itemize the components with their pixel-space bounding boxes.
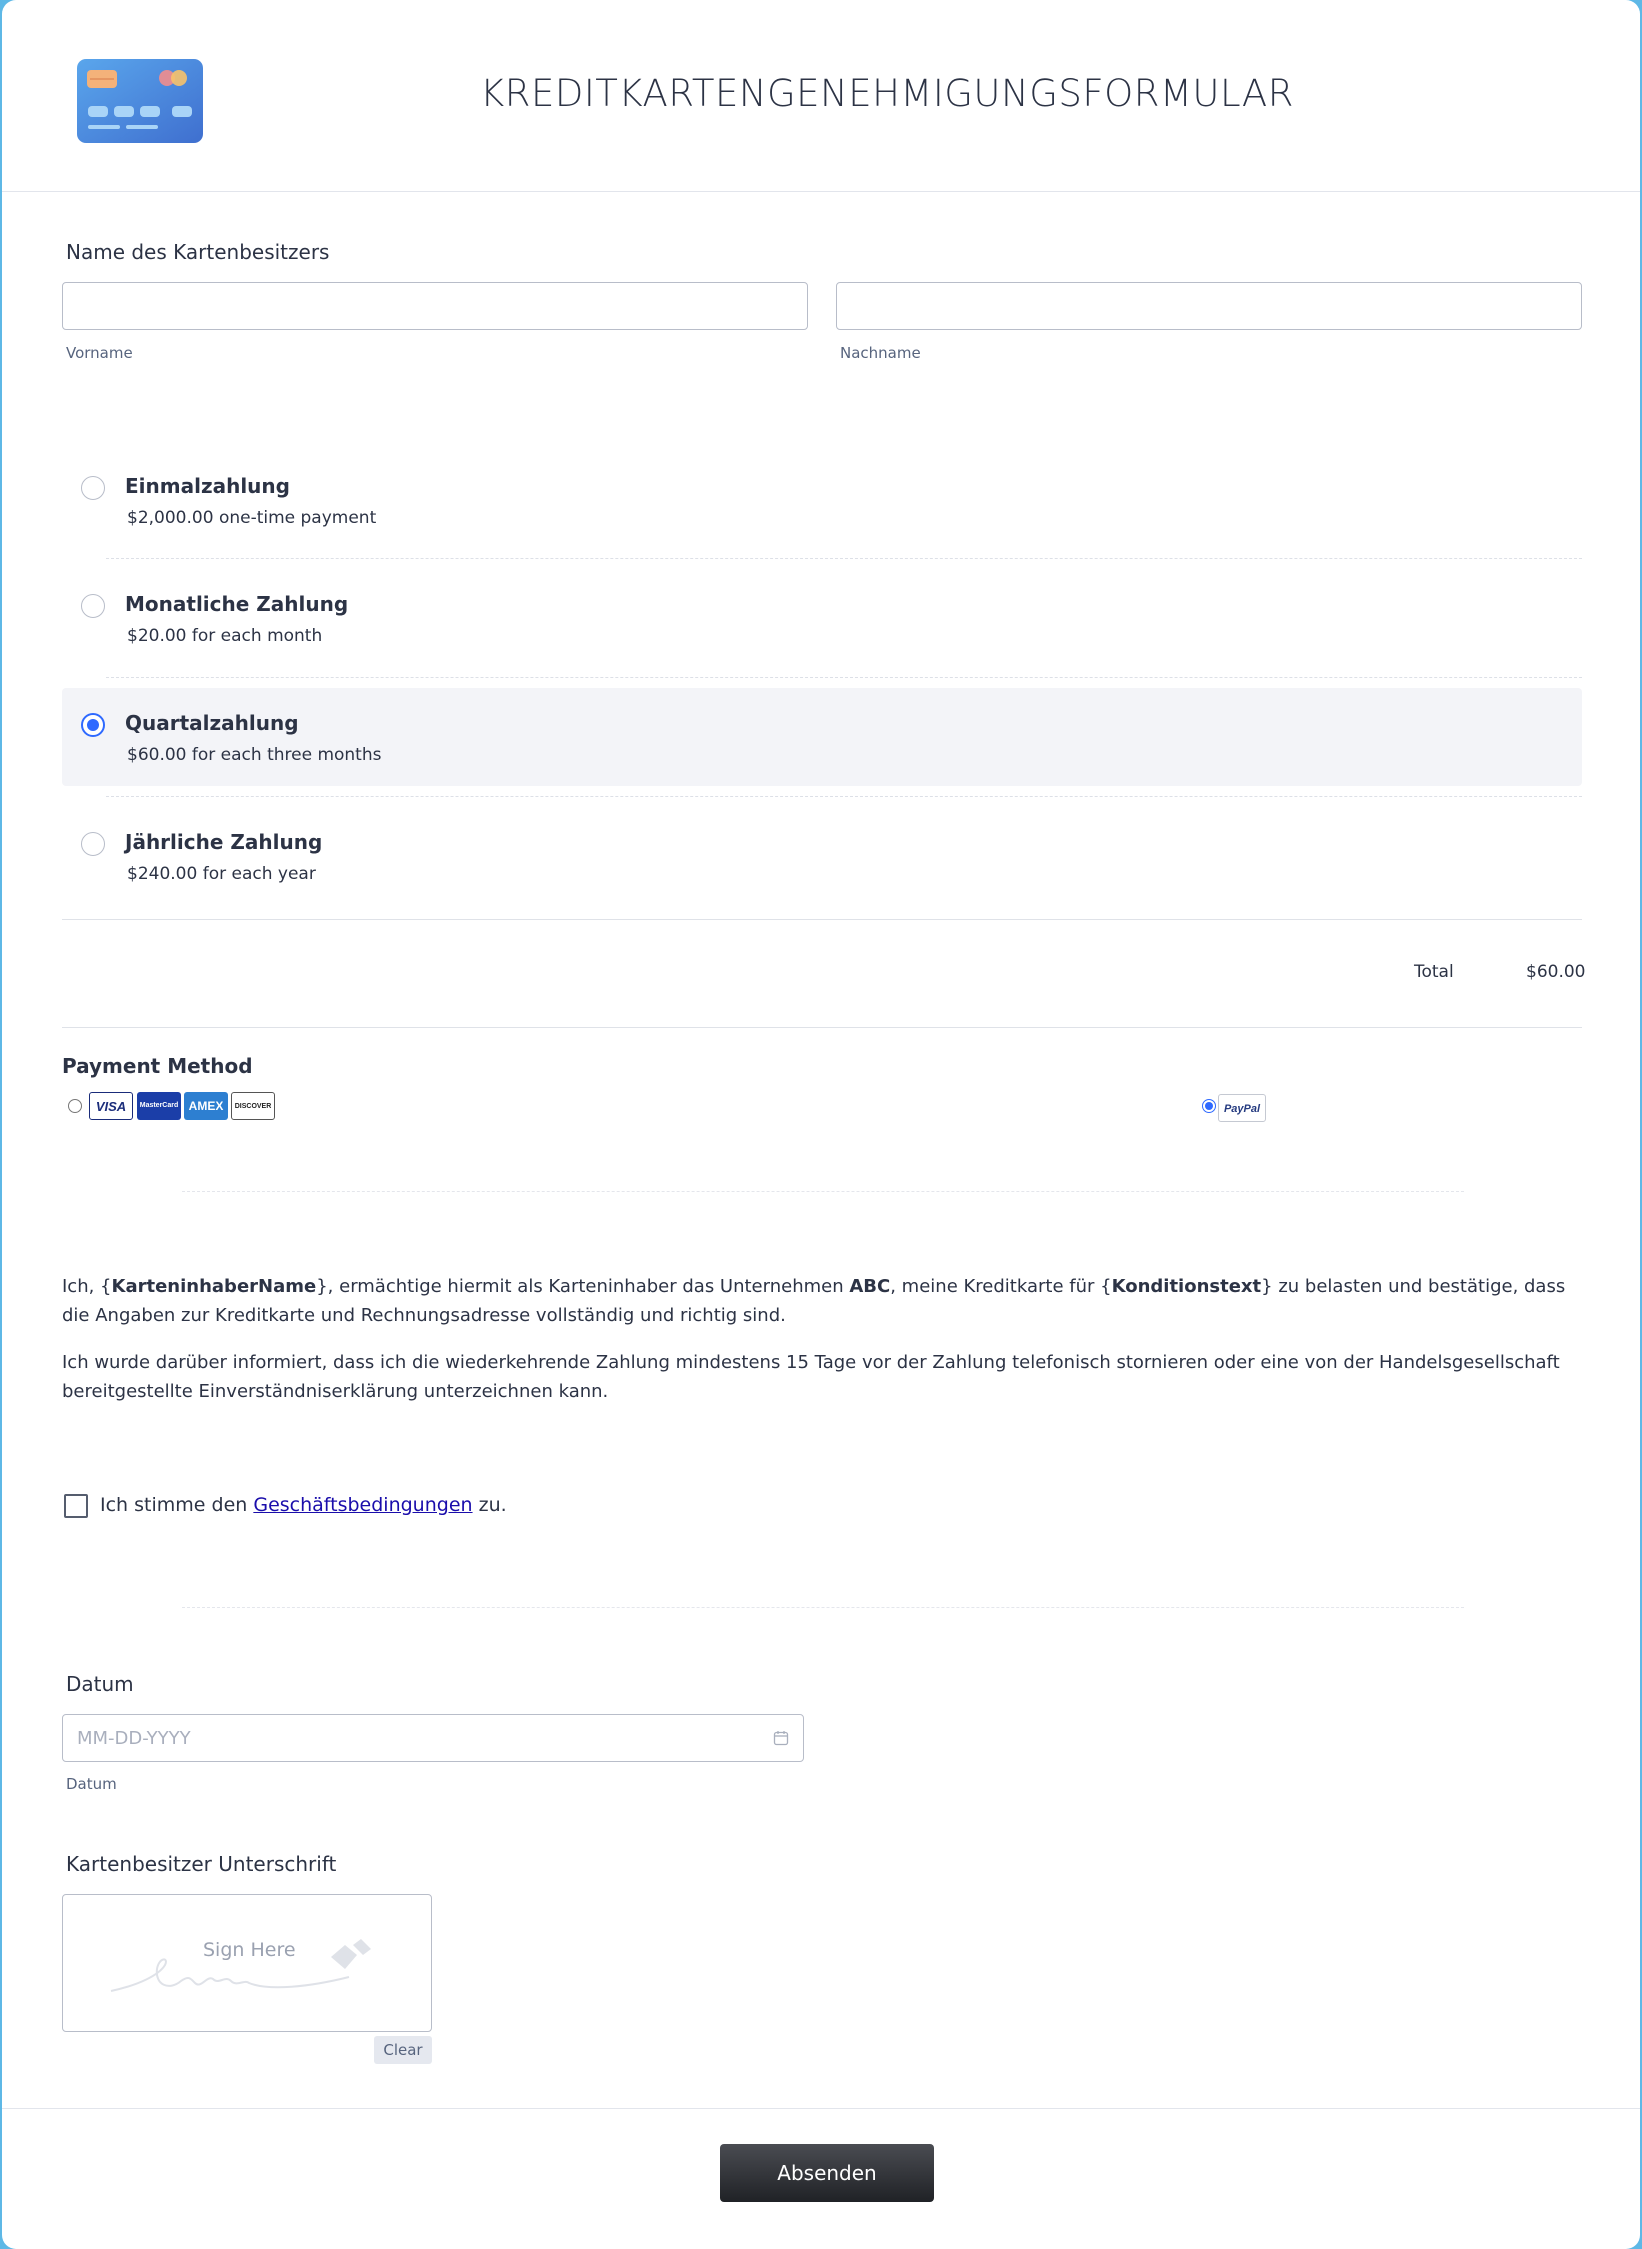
option-price: $240.00 for each year: [127, 864, 316, 884]
option-title: Quartalzahlung: [125, 711, 299, 735]
signature-pad[interactable]: [62, 1894, 432, 2032]
clear-signature-button[interactable]: Clear: [374, 2036, 432, 2064]
date-input[interactable]: [62, 1714, 804, 1762]
first-name-sublabel: Vorname: [66, 344, 133, 362]
divider: [182, 1607, 1464, 1608]
date-sublabel: Datum: [66, 1775, 117, 1793]
paypal-radio-checked[interactable]: [1202, 1099, 1216, 1113]
last-name-sublabel: Nachname: [840, 344, 921, 362]
name-label: Name des Kartenbesitzers: [66, 240, 330, 264]
calendar-icon[interactable]: [773, 1730, 789, 1746]
terms-label: Ich stimme den Geschäftsbedingungen zu.: [100, 1494, 507, 1516]
form-card: [2, 0, 1640, 2249]
total-value: $60.00: [1526, 962, 1586, 982]
option-radio[interactable]: [81, 476, 105, 500]
terms-link[interactable]: Geschäftsbedingungen: [253, 1494, 473, 1516]
option-radio[interactable]: [81, 832, 105, 856]
card-payment-radio[interactable]: [68, 1099, 82, 1113]
date-placeholder: MM-DD-YYYY: [77, 1728, 191, 1749]
cancellation-text: Ich wurde darüber informiert, dass ich die wiederkehrende Zahlung mindestens 15 Tage vor der Zahlung telefonisch stornieren oder eine von der Handelsgesellschaft bereitgestellte Einverständniserklärung unterzeichnen kann.: [62, 1352, 1560, 1402]
total-label: Total: [1414, 962, 1454, 982]
authorization-text: Ich, {KarteninhaberName}, ermächtige hiermit als Karteninhaber das Unternehmen ABC, meine Kreditkarte für {Konditionstext} zu belasten und bestätige, dass die Angaben zur Kreditkarte und Rechnungsadresse vollständig und richtig sind.: [62, 1276, 1566, 1326]
signature-scribble-icon: [109, 1935, 399, 2005]
selected-option-highlight: [62, 688, 1582, 786]
mastercard-icon: MasterCard: [137, 1092, 181, 1120]
last-name-input[interactable]: [836, 282, 1582, 330]
terms-checkbox[interactable]: [64, 1494, 88, 1518]
option-price: $60.00 for each three months: [127, 745, 382, 765]
option-price: $20.00 for each month: [127, 626, 323, 646]
option-radio-checked[interactable]: [81, 713, 105, 737]
signature-placeholder: Sign Here: [203, 1939, 296, 1961]
divider: [62, 919, 1582, 920]
submit-button[interactable]: Absenden: [720, 2144, 934, 2202]
option-title: Jährliche Zahlung: [125, 830, 323, 854]
divider: [106, 677, 1582, 678]
option-radio[interactable]: [81, 594, 105, 618]
divider: [62, 1027, 1582, 1028]
paypal-icon: PayPal: [1218, 1094, 1266, 1122]
visa-icon: VISA: [89, 1092, 133, 1120]
divider: [106, 558, 1582, 559]
divider: [182, 1191, 1464, 1192]
form-header: [2, 0, 1640, 192]
payment-method-title: Payment Method: [62, 1054, 253, 1078]
amex-icon: AMEX: [184, 1092, 228, 1120]
option-title: Einmalzahlung: [125, 474, 290, 498]
page-title: KREDITKARTENGENEHMIGUNGSFORMULAR: [480, 72, 1294, 115]
option-price: $2,000.00 one-time payment: [127, 508, 377, 528]
date-label: Datum: [66, 1672, 134, 1696]
discover-icon: DISCOVER: [231, 1092, 275, 1120]
first-name-input[interactable]: [62, 282, 808, 330]
divider: [106, 796, 1582, 797]
signature-label: Kartenbesitzer Unterschrift: [66, 1852, 337, 1876]
option-title: Monatliche Zahlung: [125, 592, 349, 616]
credit-card-icon: [76, 58, 204, 144]
